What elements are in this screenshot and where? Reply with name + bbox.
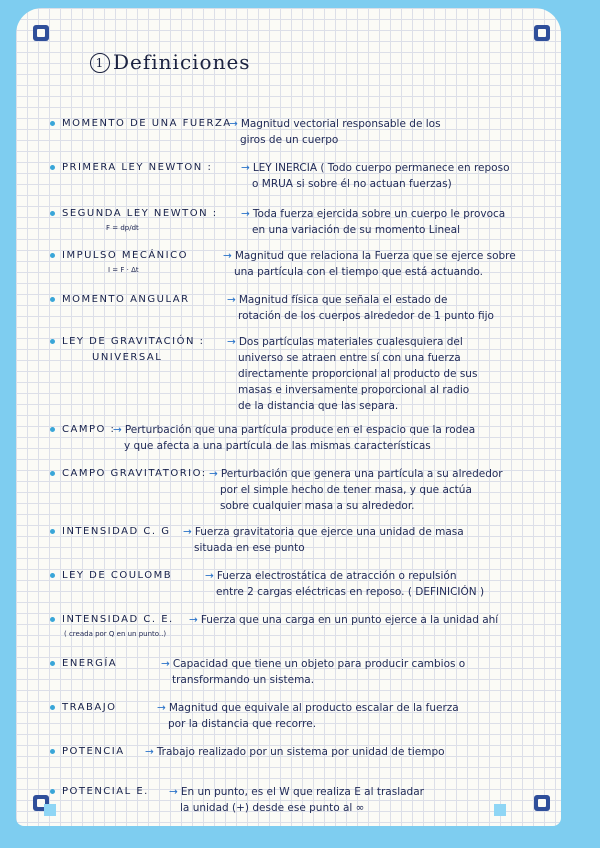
definition-line: una partícula con el tiempo que está actuando. bbox=[234, 266, 483, 278]
definition-line: de la distancia que las separa. bbox=[238, 400, 399, 412]
definition-term: MOMENTO DE UNA FUERZA bbox=[62, 118, 232, 129]
arrow-icon: → bbox=[161, 658, 170, 670]
bullet-icon bbox=[50, 211, 55, 216]
definition-line: universo se atraen entre sí con una fuerza bbox=[238, 352, 461, 364]
definition-term: SEGUNDA LEY NEWTON : bbox=[62, 208, 218, 219]
definition-line: rotación de los cuerpos alrededor de 1 punto fijo bbox=[238, 310, 494, 322]
definition-line: → Magnitud vectorial responsable de los bbox=[229, 118, 441, 130]
definition-text bbox=[224, 292, 494, 324]
arrow-icon: → bbox=[223, 250, 232, 262]
corner-mark-icon bbox=[534, 25, 550, 41]
definition-text bbox=[166, 784, 424, 816]
bullet-icon bbox=[50, 471, 55, 476]
definition-line: → Fuerza electrostática de atracción o repulsión bbox=[205, 570, 457, 582]
definition-line: → Perturbación que una partícula produce en el espacio que la rodea bbox=[113, 424, 476, 436]
definition-term: INTENSIDAD C. G bbox=[62, 526, 171, 537]
arrow-icon: → bbox=[227, 294, 236, 306]
definition-text bbox=[238, 206, 505, 238]
formula-note: ( creada por Q en un punto..) bbox=[64, 630, 167, 638]
bullet-icon bbox=[50, 617, 55, 622]
definition-line: situada en ese punto bbox=[194, 542, 305, 554]
definition-line: transformando un sistema. bbox=[172, 674, 315, 686]
definition-line: o MRUA si sobre él no actuan fuerzas) bbox=[252, 178, 452, 190]
definition-term: TRABAJO bbox=[62, 702, 117, 713]
arrow-icon: → bbox=[241, 208, 250, 220]
definition-line: → En un punto, es el W que realiza E al trasladar bbox=[169, 786, 424, 798]
bullet-icon bbox=[50, 427, 55, 432]
page-tab-marker bbox=[494, 804, 506, 816]
definition-text bbox=[220, 248, 516, 280]
formula-note: I = F · Δt bbox=[108, 266, 139, 274]
definition-line: por el simple hecho de tener masa, y que actúa bbox=[220, 484, 472, 496]
bullet-icon bbox=[50, 705, 55, 710]
bullet-icon bbox=[50, 661, 55, 666]
title-text: Definiciones bbox=[113, 50, 251, 74]
arrow-icon: → bbox=[227, 336, 236, 348]
arrow-icon: → bbox=[205, 570, 214, 582]
definition-text bbox=[180, 524, 464, 556]
definition-line: entre 2 cargas eléctricas en reposo. ( DEFINICIÓN ) bbox=[216, 586, 485, 598]
definition-term-line2: UNIVERSAL bbox=[92, 352, 163, 363]
definition-line: → Perturbación que genera una partícula a su alrededor bbox=[209, 468, 503, 480]
definition-line: → Trabajo realizado por un sistema por unidad de tiempo bbox=[145, 746, 445, 758]
arrow-icon: → bbox=[229, 118, 238, 130]
arrow-icon: → bbox=[145, 746, 154, 758]
definition-line: → Magnitud que relaciona la Fuerza que se ejerce sobre bbox=[223, 250, 516, 262]
corner-mark-icon bbox=[534, 795, 550, 811]
definition-term: LEY DE COULOMB bbox=[62, 570, 173, 581]
definition-term: LEY DE GRAVITACIÓN : bbox=[62, 336, 205, 347]
notebook-page bbox=[16, 8, 561, 826]
definition-text bbox=[206, 466, 503, 514]
bullet-icon bbox=[50, 339, 55, 344]
definition-term: POTENCIA bbox=[62, 746, 125, 757]
definition-term: CAMPO : bbox=[62, 424, 116, 435]
corner-mark-icon bbox=[33, 25, 49, 41]
definition-line: → Capacidad que tiene un objeto para producir cambios o bbox=[161, 658, 466, 670]
definition-term: PRIMERA LEY NEWTON : bbox=[62, 162, 213, 173]
formula-note: F = dp/dt bbox=[106, 224, 139, 232]
bullet-icon bbox=[50, 253, 55, 258]
definition-line: y que afecta a una partícula de las mismas características bbox=[124, 440, 431, 452]
definition-line: masas e inversamente proporcional al radio bbox=[238, 384, 470, 396]
definition-text bbox=[142, 744, 445, 760]
definition-term: ENERGÍA bbox=[62, 658, 118, 669]
bullet-icon bbox=[50, 749, 55, 754]
page-tab-marker bbox=[44, 804, 56, 816]
definition-line: → Fuerza que una carga en un punto ejerce a la unidad ahí bbox=[189, 614, 499, 626]
definition-line: → Fuerza gravitatoria que ejerce una unidad de masa bbox=[183, 526, 464, 538]
arrow-icon: → bbox=[169, 786, 178, 798]
definition-line: giros de un cuerpo bbox=[240, 134, 339, 146]
definition-line: por la distancia que recorre. bbox=[168, 718, 317, 730]
arrow-icon: → bbox=[209, 468, 218, 480]
definition-text bbox=[186, 612, 498, 628]
definition-line: → Toda fuerza ejercida sobre un cuerpo le provoca bbox=[241, 208, 506, 220]
definition-line: sobre cualquier masa a su alrededor. bbox=[220, 500, 415, 512]
definition-term: POTENCIAL E. bbox=[62, 786, 149, 797]
page-title bbox=[90, 50, 251, 74]
bullet-icon bbox=[50, 297, 55, 302]
definition-text bbox=[158, 656, 465, 688]
definition-term: IMPULSO MECÁNICO bbox=[62, 250, 188, 261]
definition-term: MOMENTO ANGULAR bbox=[62, 294, 190, 305]
definition-text bbox=[226, 116, 441, 148]
arrow-icon: → bbox=[157, 702, 166, 714]
bullet-icon bbox=[50, 573, 55, 578]
definition-line: directamente proporcional al producto de sus bbox=[238, 368, 478, 380]
definition-text bbox=[110, 422, 475, 454]
definition-text bbox=[154, 700, 459, 732]
arrow-icon: → bbox=[241, 162, 250, 174]
definition-line: en una variación de su momento Lineal bbox=[252, 224, 460, 236]
arrow-icon: → bbox=[183, 526, 192, 538]
definition-line: → Magnitud física que señala el estado de bbox=[227, 294, 448, 306]
arrow-icon: → bbox=[113, 424, 122, 436]
definition-line: → LEY INERCIA ( Todo cuerpo permanece en reposo bbox=[241, 162, 510, 174]
arrow-icon: → bbox=[189, 614, 198, 626]
bullet-icon bbox=[50, 789, 55, 794]
definition-text bbox=[224, 334, 477, 414]
definition-term: INTENSIDAD C. E. bbox=[62, 614, 174, 625]
bullet-icon bbox=[50, 165, 55, 170]
definition-line: → Dos partículas materiales cualesquiera del bbox=[227, 336, 463, 348]
definition-text bbox=[202, 568, 484, 600]
bullet-icon bbox=[50, 529, 55, 534]
definition-text bbox=[238, 160, 510, 192]
title-number: 1 bbox=[90, 53, 110, 73]
definition-line: → Magnitud que equivale al producto escalar de la fuerza bbox=[157, 702, 459, 714]
definition-term: CAMPO GRAVITATORIO: bbox=[62, 468, 207, 479]
bullet-icon bbox=[50, 121, 55, 126]
definition-line: la unidad (+) desde ese punto al ∞ bbox=[180, 802, 365, 814]
